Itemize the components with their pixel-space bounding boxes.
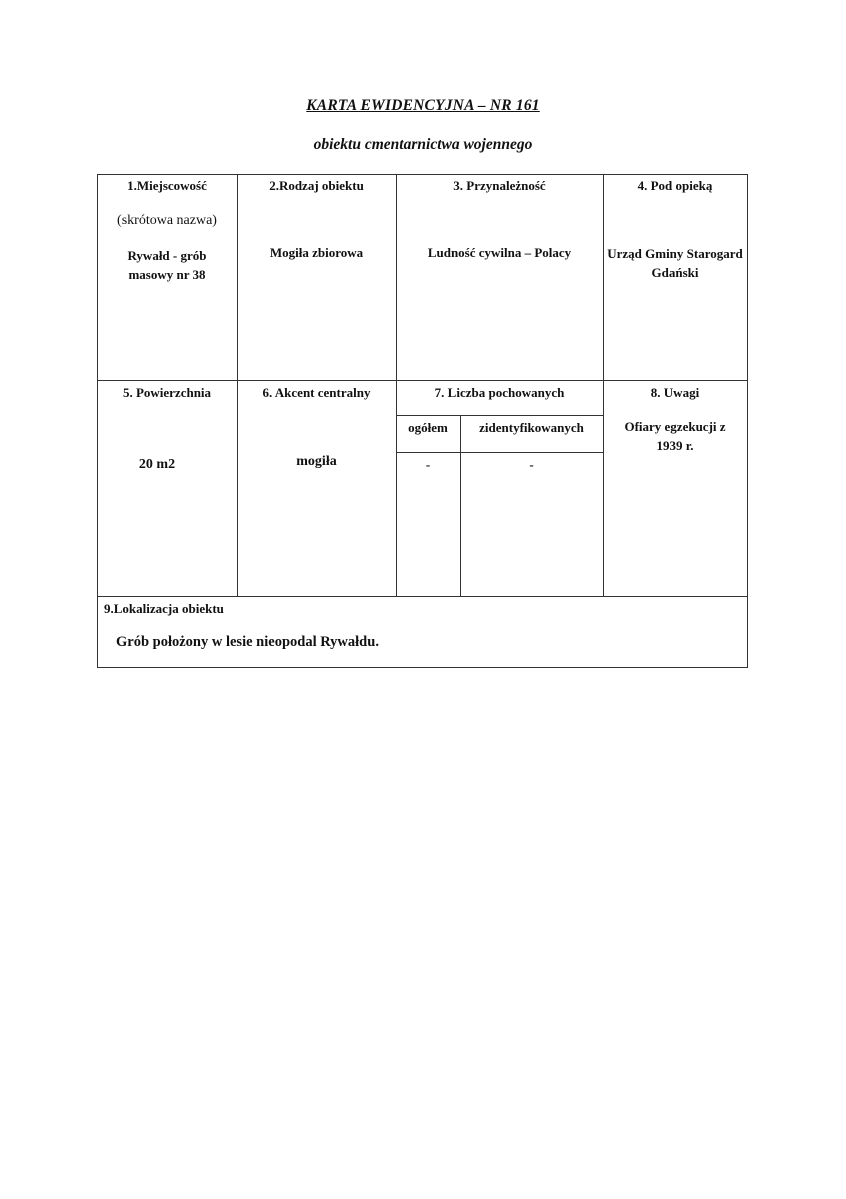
header-lokalizacja: 9.Lokalizacja obiektu [104,601,224,616]
subheader-ogolem: ogółem [408,420,448,435]
header-liczba-pochowanych: 7. Liczba pochowanych [434,385,565,400]
value-przynaleznosc: Ludność cywilna – Polacy [427,245,572,260]
subheader-zidentyfikowanych: zidentyfikowanych [479,420,584,435]
value-zidentyfikowanych: - [529,457,534,472]
card-subtitle: obiektu cmentarnictwa wojennego [313,136,533,153]
header-pod-opieka: 4. Pod opieką [637,178,713,193]
value-lokalizacja: Grób położony w lesie nieopodal Rywałdu. [116,634,379,650]
value-rodzaj-obiektu: Mogiła zbiorowa [269,245,364,260]
value-akcent-centralny: mogiła [296,454,337,469]
table-right-border [747,174,748,668]
value-pod-opieka: Urząd Gminy Starogard Gdański [607,246,743,280]
header-uwagi: 8. Uwagi [650,385,700,400]
value-ogolem: - [425,457,431,472]
row-divider-1 [97,380,748,381]
subcol-divider [460,415,461,596]
header-miejscowosc: 1.Miejscowość [127,178,207,193]
header-rodzaj-obiektu: 2.Rodzaj obiektu [269,178,364,193]
value-uwagi: Ofiary egzekucji z 1939 r. [624,419,726,453]
value-miejscowosc: Rywałd - grób masowy nr 38 [127,248,207,282]
header-akcent-centralny: 6. Akcent centralny [262,385,371,400]
card-title: KARTA EWIDENCYJNA – NR 161 [306,97,540,114]
table-bottom-border [97,667,748,668]
note-skrotowa-nazwa: (skrótowa nazwa) [117,213,217,228]
subheader-top-line [396,415,604,416]
row-divider-2 [97,596,748,597]
subheader-bottom-line [396,452,604,453]
value-powierzchnia: 20 m2 [138,457,176,472]
header-powierzchnia: 5. Powierzchnia [122,385,212,400]
table-left-border [97,174,98,668]
header-przynaleznosc: 3. Przynależność [453,178,546,193]
table-top-border [97,174,748,175]
